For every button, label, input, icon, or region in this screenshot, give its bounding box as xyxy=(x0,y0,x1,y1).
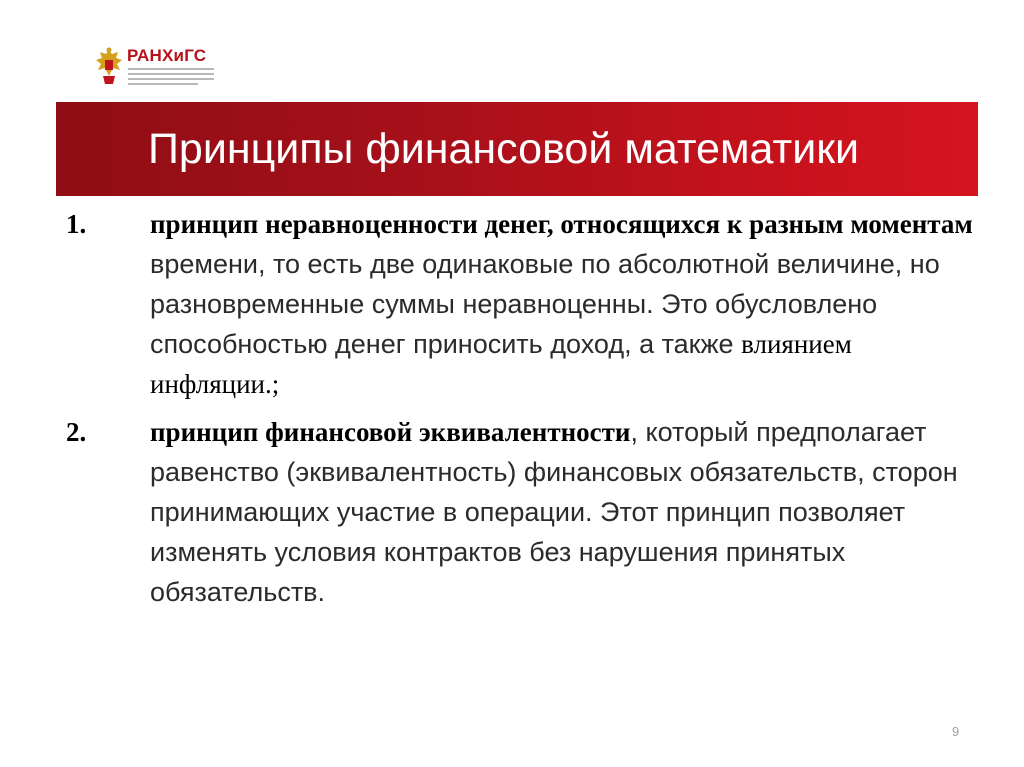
item-bold-text: принцип неравноценности денег, относящихся к разным моментам xyxy=(150,209,973,239)
slide-title: Принципы финансовой математики xyxy=(148,125,860,173)
logo-subtitle-line xyxy=(128,83,198,85)
item-number: 1. xyxy=(66,209,87,239)
logo-subtitle-line xyxy=(128,78,214,80)
logo-subtitle-line xyxy=(128,73,214,75)
list-item xyxy=(60,204,980,404)
ranepa-logo xyxy=(94,44,224,90)
list-item xyxy=(60,412,980,612)
title-banner xyxy=(56,102,978,196)
item-number: 2. xyxy=(66,417,87,447)
item-tail-text: влиянием инфляции.; xyxy=(150,329,852,399)
principles-list xyxy=(60,204,980,620)
item-rest-text: времени, то есть две одинаковые по абсолютной величине, но разновременные суммы неравноценны. Это обусловлено способностью денег приносить доход, а также xyxy=(150,249,940,359)
page-number: 9 xyxy=(952,724,960,739)
eagle-emblem-icon xyxy=(94,46,124,86)
item-bold-text: принцип финансовой эквивалентности xyxy=(150,417,631,447)
item-rest-text: , который предполагает равенство (эквивалентность) финансовых обязательств, сторон принимающих участие в операции. Этот принцип позволяет изменять условия контрактов без нарушения принятых обязательств. xyxy=(150,417,958,607)
item-text xyxy=(150,412,980,612)
logo-subtitle-line xyxy=(128,68,214,70)
logo-abbreviation: РАНХиГС xyxy=(127,46,207,65)
item-text xyxy=(150,204,980,404)
